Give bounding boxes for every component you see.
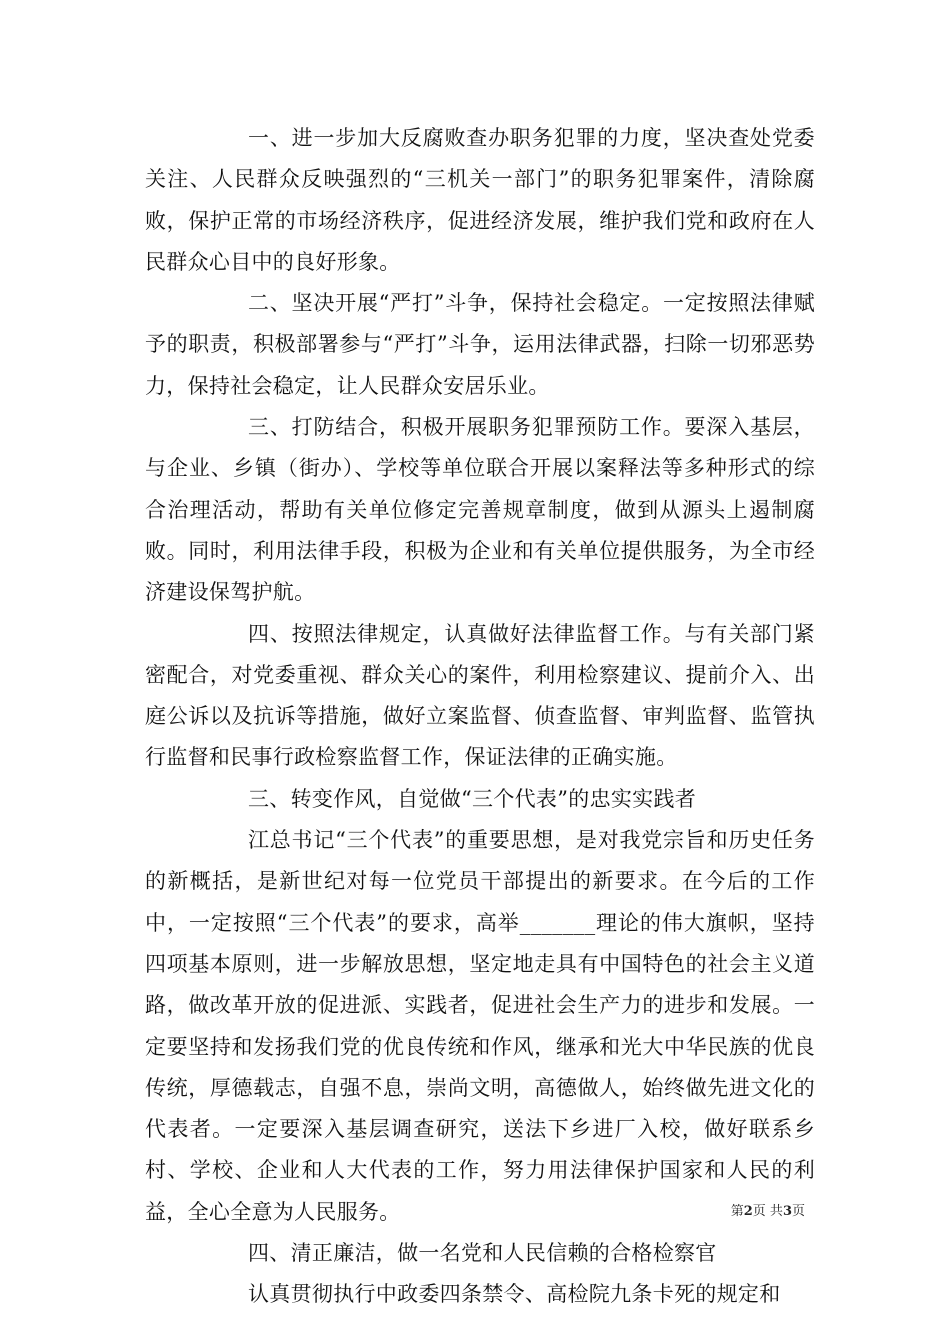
footer-prefix: 第 bbox=[730, 1204, 744, 1219]
paragraph-prevention: 三、打防结合，积极开展职务犯罪预防工作。要深入基层，与企业、乡镇（街办）、学校等单位联合开展以案释法等多种形式的综合治理活动，帮助有关单位修定完善规章制度，做到从源头上遏制腐败。同时，利用法律手段，积极为企业和有关单位提供服务，为全市经济建设保驾护航。 bbox=[145, 415, 815, 605]
document-body bbox=[145, 118, 815, 1316]
paragraph-strike-hard: 二、坚决开展“严打”斗争，保持社会稳定。一定按照法律赋予的职责，积极部署参与“严打”斗争，运用法律武器，扫除一切邪恶势力，保持社会稳定，让人民群众安居乐业。 bbox=[145, 291, 815, 398]
footer-total-pages: 3 bbox=[782, 1204, 792, 1219]
section-heading-three-represents: 三、转变作风，自觉做“三个代表”的忠实实践者 bbox=[248, 786, 697, 811]
footer-current-page: 2 bbox=[743, 1204, 753, 1219]
paragraph-legal-supervision: 四、按照法律规定，认真做好法律监督工作。与有关部门紧密配合，对党委重视、群众关心的案件，利用检察建议、提前介入、出庭公诉以及抗诉等措施，做好立案监督、侦查监督、审判监督、监管执行监督和民事行政检察监督工作，保证法律的正确实施。 bbox=[145, 621, 815, 770]
page-footer bbox=[731, 1203, 805, 1221]
footer-middle: 页 共 bbox=[752, 1204, 783, 1219]
footer-suffix: 页 bbox=[791, 1204, 805, 1219]
section-heading-integrity: 四、清正廉洁，做一名党和人民信赖的合格检察官 bbox=[248, 1241, 717, 1266]
paragraph-anticorruption: 一、进一步加大反腐败查办职务犯罪的力度，坚决查处党委关注、人民群众反映强烈的“三机关一部门”的职务犯罪案件，清除腐败，保护正常的市场经济秩序，促进经济发展，维护我们党和政府在人民群众心目中的良好形象。 bbox=[145, 126, 815, 274]
paragraph-regulations: 认真贯彻执行中政委四条禁令、高检院九条卡死的规定和 bbox=[248, 1282, 781, 1307]
paragraph-three-represents: 江总书记“三个代表”的重要思想，是对我党宗旨和历史任务的新概括，是新世纪对每一位党员干部提出的新要求。在今后的工作中，一定按照“三个代表”的要求，高举_______理论的伟大旗帜，坚持四项基本原则，进一步解放思想，坚定地走具有中国特色的社会主义道路，做改革开放的促进派、实践者，促进社会生产力的进步和发展。一定要坚持和发扬我们党的优良传统和作风，继承和光大中华民族的优良传统，厚德载志，自强不息，崇尚文明，高德做人，始终做先进文化的代表者。一定要深入基层调查研究，送法下乡进厂入校，做好联系乡村、学校、企业和人大代表的工作，努力用法律保护国家和人民的利益，全心全意为人民服务。 bbox=[145, 828, 815, 1224]
